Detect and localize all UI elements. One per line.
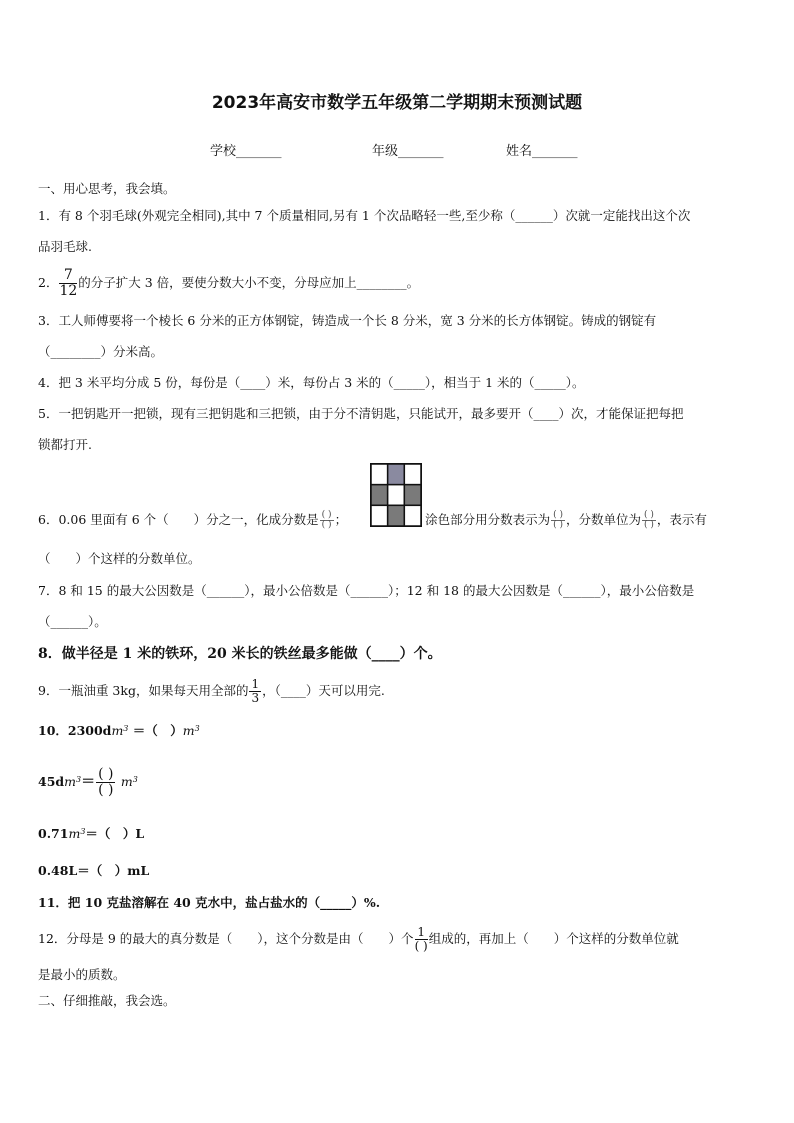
grid-cell [404, 464, 421, 485]
grid-cell-shaded [388, 464, 405, 485]
blank-fraction: $\frac{( )}{( )}$ [98, 766, 114, 798]
fraction-1-3: $\frac{1}{3}$ [251, 677, 260, 705]
question-9: 9．一瓶油重 3kg，如果每天用全部的 $\frac{1}{3}$ ，（____）天可以用完. [38, 677, 385, 705]
question-7-line-1: 7．8 和 15 的最大公因数是（______），最小公倍数是（______）；12 和 18 的最大公因数是（______），最小公倍数是 [38, 583, 695, 598]
name-field: 姓名_______ [506, 144, 578, 159]
question-1-line-2: 品羽毛球. [38, 239, 92, 254]
question-12-line-1: 12．分母是 9 的最大的真分数是（ ），这个分数是由（ ）个 $\frac{1}{( )}$ 组成的，再加上（ ）个这样的分数单位就 [38, 925, 679, 953]
grid-cell-shaded [404, 485, 421, 506]
question-10-b: $45dm^3=$ $\frac{( )}{( )}$ $m^3$ [38, 766, 138, 798]
question-5-line-2: 锁都打开. [38, 437, 92, 452]
question-4: 4．把 3 米平均分成 5 份，每份是（____）米，每份占 3 米的（_____），相当于 1 米的（_____）。 [38, 375, 585, 390]
question-8: 8．做半径是 1 米的铁环，20 米长的铁丝最多能做（____）个。 [38, 646, 442, 662]
grid-cell-shaded [371, 485, 388, 506]
question-2: 2． $\frac{7}{12}$ 的分子扩大 3 倍，要使分数大小不变，分母应加上________。 [38, 267, 420, 299]
question-6-line-1: 6．0.06 里面有 6 个（ ）分之一，化成分数是 $\frac{( )}{( )}$ ； 涂色部分用分数表示为 $\frac{( )}{( )}$ ，分数单位为 $\frac{( )}{( )}$ ，表示有 [38, 509, 707, 530]
question-3-line-1: 3．工人师傅要将一个棱长 6 分米的正方体钢锭，铸造成一个长 8 分米，宽 3 分米的长方体钢锭。铸成的钢锭有 [38, 313, 657, 328]
question-10-d: 0.48L＝（ ）mL [38, 863, 150, 878]
question-10-a: 10．$2300dm^3$ ＝（ ）$m^3$ [38, 723, 200, 738]
question-6-line-2: （ ）个这样的分数单位。 [38, 551, 201, 566]
fraction-7-12: $\frac{7}{12}$ [59, 267, 78, 299]
blank-fraction: $\frac{( )}{( )}$ [553, 509, 563, 530]
grid-cell [388, 485, 405, 506]
page-title: 2023年高安市数学五年级第二学期期末预测试题 [211, 93, 583, 113]
blank-fraction: $\frac{( )}{( )}$ [644, 509, 654, 530]
question-7-line-2: （______）。 [38, 614, 107, 629]
school-field: 学校_______ [210, 144, 282, 159]
blank-fraction: $\frac{( )}{( )}$ [321, 509, 332, 530]
section-2-heading: 二、仔细推敲，我会选。 [38, 993, 176, 1008]
question-3-line-2: （________）分米高。 [38, 344, 164, 359]
question-12-line-2: 是最小的质数。 [38, 967, 126, 982]
grade-field: 年级_______ [372, 144, 444, 159]
question-11: 11．把 10 克盐溶解在 40 克水中，盐占盐水的（_____）%. [38, 895, 381, 910]
grid-cell [371, 464, 388, 485]
question-10-c: $0.71m^3=$（ ）L [38, 826, 145, 841]
question-1-line-1: 1．有 8 个羽毛球(外观完全相同),其中 7 个质量相同,另有 1 个次品略轻一些,至少称（______）次就一定能找出这个次 [38, 208, 691, 223]
question-5-line-1: 5．一把钥匙开一把锁，现有三把钥匙和三把锁，由于分不清钥匙，只能试开，最多要开（____）次，才能保证把每把 [38, 406, 684, 421]
section-1-heading: 一、用心思考，我会填。 [38, 181, 176, 196]
fraction-1-blank: $\frac{1}{( )}$ [414, 925, 428, 953]
